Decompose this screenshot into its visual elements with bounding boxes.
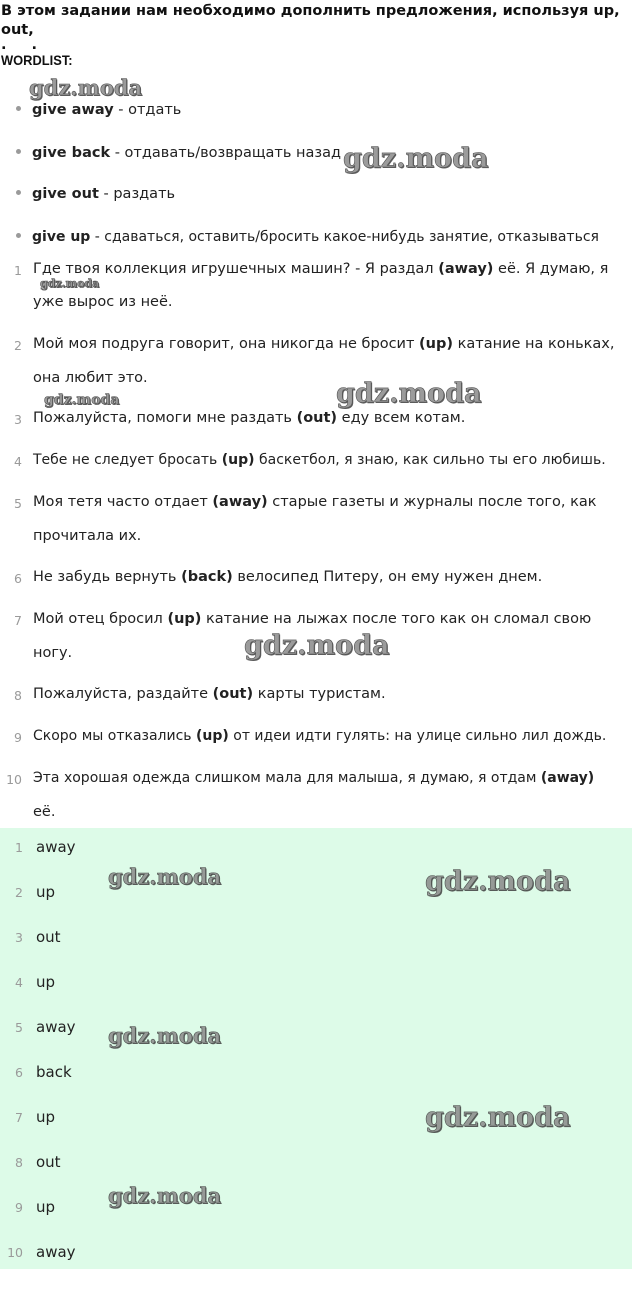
sentence-line (33, 528, 141, 544)
answer-number: 5 (15, 1020, 23, 1035)
sentence-line (33, 370, 148, 386)
bullet-dot-icon (16, 233, 21, 238)
sentence-number: 2 (14, 338, 22, 353)
answer-hint: (up) (419, 336, 453, 352)
intro-text (1, 2, 631, 54)
watermark: gdz.moda (44, 392, 120, 408)
text: прочитала их. (33, 528, 142, 544)
wordlist-meaning: - сдаваться, оставить/бросить какое-нибудь занятие, отказываться (90, 229, 599, 245)
wordlist-meaning: - раздать (98, 186, 176, 202)
text: Эта хорошая одежда слишком мала для малыша, я думаю, я отдам (33, 770, 541, 786)
text: баскетбол, я знаю, как сильно ты его любишь. (254, 452, 606, 468)
text: старые газеты и журналы после того, как (267, 494, 597, 510)
wordlist-item (16, 186, 175, 202)
bullet-dot-icon (16, 106, 21, 111)
wordlist-meaning: - отдать (113, 102, 182, 118)
answer-word: up (36, 1198, 56, 1216)
sentence-number: 7 (14, 613, 22, 628)
watermark: gdz.moda (244, 630, 390, 661)
text: Пожалуйста, помоги мне раздать (33, 410, 297, 426)
sentence-line (33, 645, 72, 661)
sentence-number: 10 (6, 772, 22, 787)
sentence-line (33, 804, 55, 820)
text: Скоро мы отказались (33, 728, 196, 744)
sentence-line (33, 728, 606, 744)
answer-hint: (out) (212, 686, 254, 702)
answer-number: 2 (15, 885, 23, 900)
answer-word: back (36, 1063, 72, 1081)
watermark: gdz.moda (40, 277, 100, 290)
text: Где твоя коллекция игрушечных машин? - Я раздал (33, 261, 439, 277)
wordlist-term: give out (32, 186, 99, 202)
intro-sentence: В этом задании нам необходимо дополнить предложения, используя up, out, (1, 3, 620, 38)
text: катание на коньках, (453, 336, 615, 352)
answer-number: 4 (15, 975, 23, 990)
text: она любит это. (33, 370, 148, 386)
sentence-number: 1 (14, 263, 22, 278)
sentence-number: 3 (14, 412, 22, 427)
answer-number: 7 (15, 1110, 23, 1125)
wordlist-item (16, 229, 599, 245)
bullet-dot-icon (16, 149, 21, 154)
sentence-line (33, 611, 591, 627)
answer-hint: (back) (181, 569, 233, 585)
bullet-dot-icon (16, 190, 21, 195)
wordlist-title: WORDLIST: (1, 52, 73, 68)
wordlist-term: give away (32, 102, 114, 118)
watermark: gdz.moda (108, 864, 222, 889)
wordlist-term: give back (32, 145, 111, 161)
text: ногу. (33, 645, 73, 661)
text: Мой отец бросил (33, 611, 168, 627)
answer-word: out (36, 928, 61, 946)
answer-word: away (36, 1243, 76, 1261)
text: Моя тетя часто отдает (33, 494, 213, 510)
answer-number: 10 (7, 1245, 23, 1260)
watermark: gdz.moda (425, 866, 571, 897)
wordlist-item (16, 145, 341, 161)
answer-hint: (away) (212, 494, 268, 510)
watermark: gdz.moda (108, 1183, 222, 1208)
answer-number: 6 (15, 1065, 23, 1080)
sentence-line (33, 686, 386, 702)
sentence-number: 8 (14, 688, 22, 703)
answer-word: up (36, 1108, 56, 1126)
watermark: gdz.moda (108, 1023, 222, 1048)
wordlist-term: give up (32, 229, 91, 245)
answer-hint: (up) (221, 452, 255, 468)
sentence-line (33, 569, 542, 585)
sentence-number: 5 (14, 496, 22, 511)
text: её. Я думаю, я (493, 261, 609, 277)
text: Тебе не следует бросать (33, 452, 222, 468)
sentence-number: 9 (14, 730, 22, 745)
text: от идеи идти гулять: на улице сильно лил дождь. (228, 728, 607, 744)
sentence-line (33, 294, 173, 310)
watermark: gdz.moda (29, 75, 143, 100)
answer-number: 9 (15, 1200, 23, 1215)
sentence-line (33, 770, 594, 786)
watermark: gdz.moda (336, 378, 482, 409)
wordlist-meaning: - отдавать/возвращать назад (110, 145, 341, 161)
answer-hint: (away) (540, 770, 595, 786)
watermark: gdz.moda (425, 1102, 571, 1133)
answer-number: 8 (15, 1155, 23, 1170)
text: карты туристам. (253, 686, 386, 702)
answer-hint: (up) (196, 728, 229, 744)
answer-word: away (36, 838, 76, 856)
answer-hint: (away) (438, 261, 494, 277)
text: Пожалуйста, раздайте (33, 686, 213, 702)
answer-number: 3 (15, 930, 23, 945)
text: еду всем котам. (337, 410, 466, 426)
sentence-number: 6 (14, 571, 22, 586)
answer-word: away (36, 1018, 76, 1036)
text: велосипед Питеру, он ему нужен днем. (232, 569, 543, 585)
text: катание на лыжах после того как он сломал свою (201, 611, 592, 627)
wordlist-item (16, 102, 181, 118)
text: уже вырос из неё. (33, 294, 173, 310)
sentence-line (33, 261, 608, 277)
sentence-line (33, 494, 597, 510)
answer-word: up (36, 883, 56, 901)
answer-hint: (up) (167, 611, 202, 627)
answer-word: up (36, 973, 56, 991)
sentence-line (33, 452, 606, 468)
sentence-line (33, 410, 465, 426)
watermark: gdz.moda (343, 143, 489, 174)
text: её. (33, 804, 56, 820)
sentence-line (33, 336, 614, 352)
text: Не забудь вернуть (33, 569, 182, 585)
answers-panel (0, 828, 632, 1269)
sentence-number: 4 (14, 454, 22, 469)
answer-word: out (36, 1153, 61, 1171)
answer-hint: (out) (296, 410, 338, 426)
text: Мой моя подруга говорит, она никогда не бросит (33, 336, 420, 352)
intro-ellipsis: . . (1, 37, 48, 53)
answer-number: 1 (15, 840, 23, 855)
